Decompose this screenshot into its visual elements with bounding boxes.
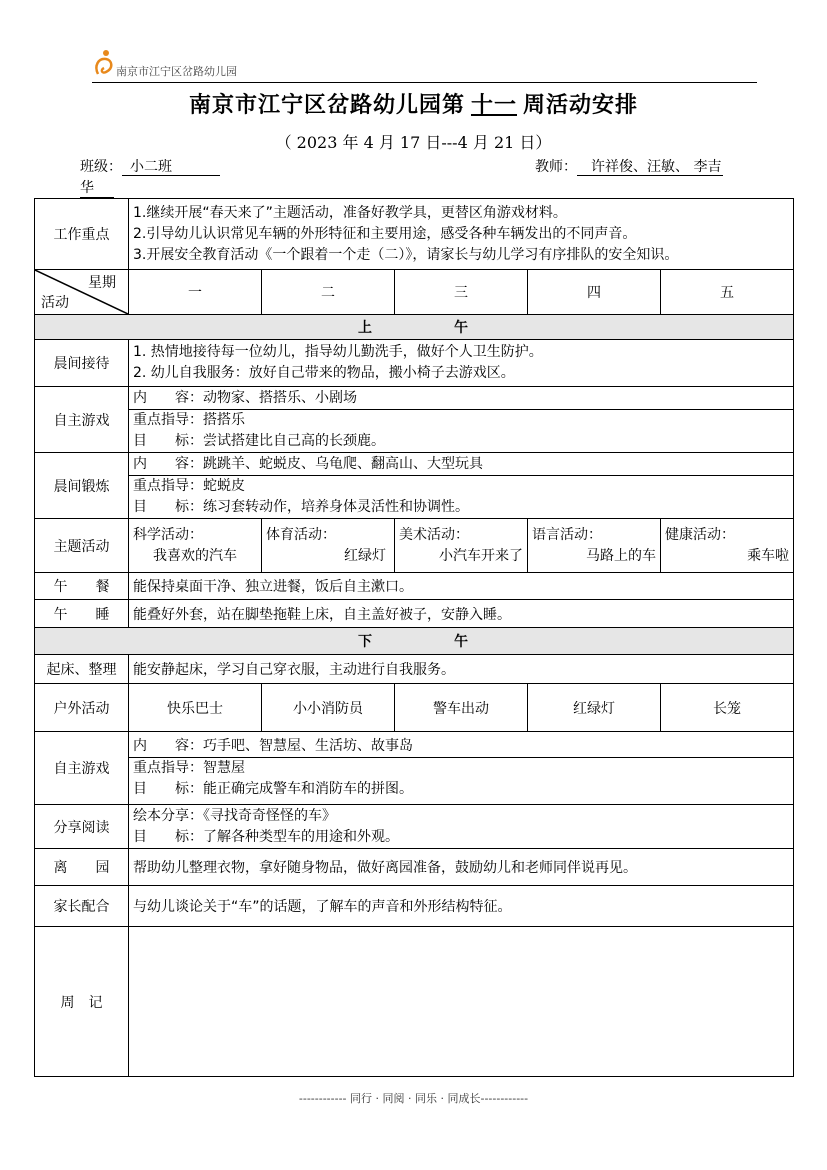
reading-goal: 目 标：了解各种类型车的用途和外观。 xyxy=(133,828,399,845)
theme-name: 乘车啦 xyxy=(747,547,790,564)
reception-line: 1. 热情地接待每一位幼儿，指导幼儿勤洗手，做好个人卫生防护。 xyxy=(133,344,543,360)
wakeup-content: 能安静起床，学习自己穿衣服，主动进行自我服务。 xyxy=(129,655,794,684)
outdoor-label: 户外活动 xyxy=(35,684,129,732)
outdoor-fri: 长笼 xyxy=(661,684,794,732)
wakeup-label: 起床、整理 xyxy=(35,655,129,684)
theme-activity-mon xyxy=(129,519,262,573)
afternoon-section-header: 下 午 xyxy=(35,628,794,655)
teacher-line xyxy=(535,156,723,176)
theme-name: 马路上的车 xyxy=(586,547,656,564)
theme-name: 小汽车开来了 xyxy=(439,547,523,564)
exercise-items: 内 容：跳跳羊、蛇蜕皮、乌龟爬、翻高山、大型玩具 xyxy=(133,455,483,472)
theme-type: 科学活动： xyxy=(133,526,203,543)
row-parents xyxy=(35,886,794,927)
row-weekly-notes xyxy=(35,927,794,1077)
page-title xyxy=(0,88,827,119)
teacher-names-cont: 华 xyxy=(80,177,114,198)
free-play-am-label: 自主游戏 xyxy=(35,387,129,453)
class-line xyxy=(80,156,220,176)
row-nap xyxy=(35,600,794,628)
free-play-pm-items: 内 容：巧手吧、智慧屋、生活坊、故事岛 xyxy=(133,738,413,754)
free-play-am-content xyxy=(129,387,794,453)
row-afternoon-section xyxy=(35,628,794,655)
outdoor-thu: 红绿灯 xyxy=(528,684,661,732)
row-free-play-am xyxy=(35,387,794,453)
row-leave xyxy=(35,849,794,886)
nap-content: 能叠好外套，站在脚垫拖鞋上床，自主盖好被子，安静入睡。 xyxy=(129,600,794,628)
row-outdoor xyxy=(35,684,794,732)
weekday-tue: 二 xyxy=(262,270,395,315)
work-focus-line: 3.开展安全教育活动《一个跟着一个走（二）》，请家长与幼儿学习有序排队的安全知识。 xyxy=(133,246,679,263)
morning-exercise-content xyxy=(129,453,794,519)
weekday-thu: 四 xyxy=(528,270,661,315)
reading-label: 分享阅读 xyxy=(35,805,129,849)
theme-type: 体育活动： xyxy=(266,526,336,543)
theme-type: 美术活动： xyxy=(399,526,469,543)
weekday-fri: 五 xyxy=(661,270,794,315)
outdoor-mon: 快乐巴士 xyxy=(129,684,262,732)
row-weekday-header xyxy=(35,270,794,315)
parents-content: 与幼儿谈论关于“车”的话题，了解车的声音和外形结构特征。 xyxy=(129,886,794,927)
morning-reception-content xyxy=(129,340,794,387)
leave-label: 离 园 xyxy=(35,849,129,886)
free-play-pm-goal: 目 标：能正确完成警车和消防车的拼图。 xyxy=(133,781,413,797)
lunch-content: 能保持桌面干净、独立进餐，饭后自主漱口。 xyxy=(129,573,794,600)
diag-weekday-label: 星期 xyxy=(88,275,116,291)
row-lunch xyxy=(35,573,794,600)
header-divider xyxy=(92,82,757,83)
theme-activity-thu xyxy=(528,519,661,573)
row-theme-activity xyxy=(35,519,794,573)
reception-line: 2. 幼儿自我服务：放好自己带来的物品，搬小椅子去游戏区。 xyxy=(133,365,515,381)
free-play-am-focus: 重点指导：搭搭乐 xyxy=(129,409,793,431)
row-work-focus xyxy=(35,199,794,270)
class-label: 班级： xyxy=(80,159,122,175)
work-focus-content xyxy=(129,199,794,270)
class-name: 小二班 xyxy=(122,159,220,176)
work-focus-line: 2.引导幼儿认识常见车辆的外形特征和主要用途，感受各种车辆发出的不同声音。 xyxy=(133,225,637,242)
reading-book: 绘本分享：《寻找奇奇怪怪的车》 xyxy=(133,807,336,824)
theme-activity-tue xyxy=(262,519,395,573)
lunch-label: 午 餐 xyxy=(35,573,129,600)
theme-name: 我喜欢的汽车 xyxy=(153,547,237,564)
weekly-notes-label: 周 记 xyxy=(35,927,129,1077)
row-morning-exercise xyxy=(35,453,794,519)
work-focus-line: 1.继续开展“春天来了”主题活动，准备好教学具，更替区角游戏材料。 xyxy=(133,204,567,221)
kindergarten-logo-icon xyxy=(92,48,116,76)
date-range: （ 2023 年 4 月 17 日---4 月 21 日） xyxy=(275,133,552,152)
parents-label: 家长配合 xyxy=(35,886,129,927)
theme-name: 红绿灯 xyxy=(344,547,386,564)
footer-slogan: ------------ 同行 · 同阅 · 同乐 · 同成长------------ xyxy=(298,1092,529,1105)
theme-activity-wed xyxy=(395,519,528,573)
teacher-names: 许祥俊、汪敏、 李吉 xyxy=(577,159,723,176)
title-prefix: 南京市江宁区岔路幼儿园第 xyxy=(188,92,465,118)
row-reading xyxy=(35,805,794,849)
schedule-table xyxy=(34,198,794,1077)
reading-content xyxy=(129,805,794,849)
outdoor-tue: 小小消防员 xyxy=(262,684,395,732)
exercise-focus: 重点指导：蛇蜕皮 xyxy=(129,475,793,497)
free-play-pm-focus: 重点指导：智慧屋 xyxy=(129,757,793,779)
nap-label: 午 睡 xyxy=(35,600,129,628)
work-focus-label: 工作重点 xyxy=(35,199,129,270)
row-morning-section xyxy=(35,315,794,340)
row-morning-reception xyxy=(35,340,794,387)
exercise-goal: 目 标：练习套转动作，培养身体灵活性和协调性。 xyxy=(133,498,469,515)
free-play-pm-label: 自主游戏 xyxy=(35,732,129,805)
header-org-name: 南京市江宁区岔路幼儿园 xyxy=(116,65,237,78)
weekday-mon: 一 xyxy=(129,270,262,315)
diag-activity-label: 活动 xyxy=(41,295,69,311)
theme-activity-label: 主题活动 xyxy=(35,519,129,573)
weekday-wed: 三 xyxy=(395,270,528,315)
free-play-pm-content xyxy=(129,732,794,805)
week-number: 十一 xyxy=(470,92,517,118)
theme-type: 健康活动： xyxy=(665,526,735,543)
diagonal-header-cell xyxy=(35,270,129,315)
theme-type: 语言活动： xyxy=(532,526,602,543)
row-free-play-pm xyxy=(35,732,794,805)
teacher-label: 教师： xyxy=(535,159,577,175)
free-play-am-items: 内 容：动物家、搭搭乐、小剧场 xyxy=(133,389,357,406)
leave-content: 帮助幼儿整理衣物，拿好随身物品，做好离园准备，鼓励幼儿和老师同伴说再见。 xyxy=(129,849,794,886)
free-play-am-goal: 目 标：尝试搭建比自己高的长颈鹿。 xyxy=(133,432,385,449)
row-wakeup xyxy=(35,655,794,684)
weekly-notes-content xyxy=(129,927,794,1077)
theme-activity-fri xyxy=(661,519,794,573)
outdoor-wed: 警车出动 xyxy=(395,684,528,732)
morning-section-header: 上 午 xyxy=(35,315,794,340)
morning-reception-label: 晨间接待 xyxy=(35,340,129,387)
morning-exercise-label: 晨间锻炼 xyxy=(35,453,129,519)
title-suffix: 周活动安排 xyxy=(523,92,639,118)
